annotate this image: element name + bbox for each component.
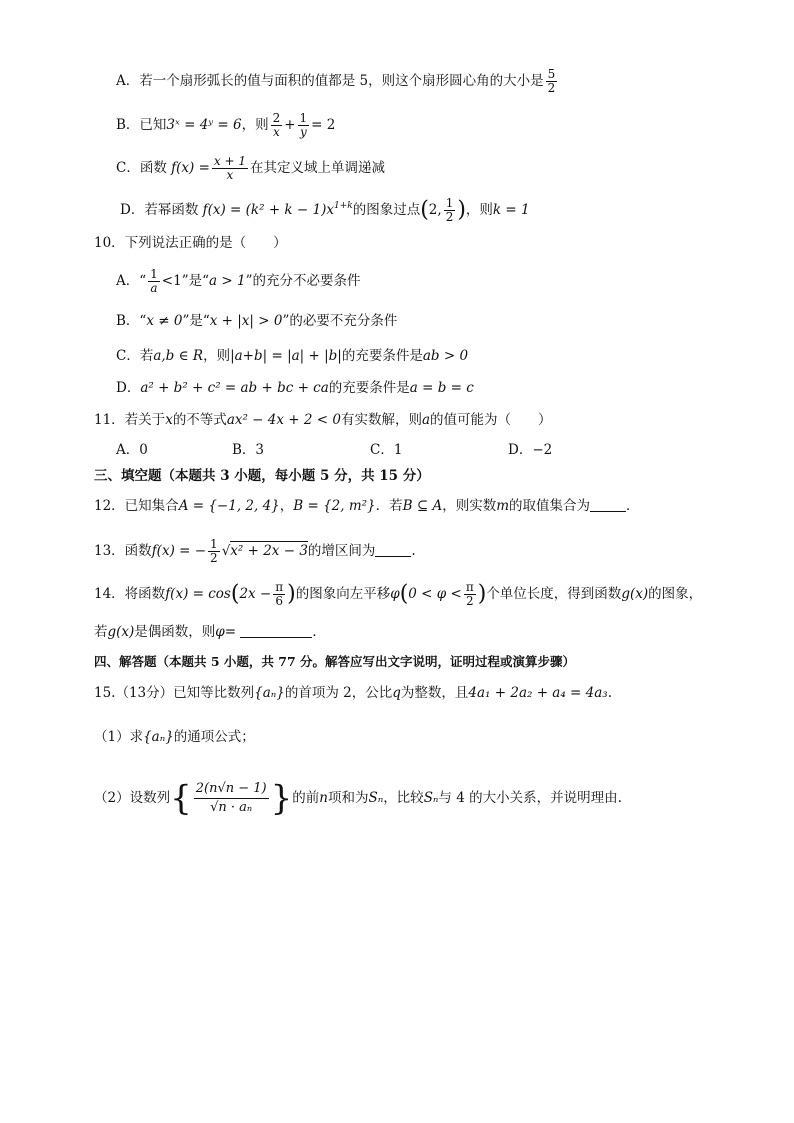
section-heading-solutions: 四、解答题（本题共 5 小题，共 77 分。解答应写出文字说明，证明过程或演算步骤） bbox=[94, 654, 576, 669]
question-text: （1）求 bbox=[94, 729, 144, 745]
question-text: 个单位长度，得到函数 bbox=[486, 586, 622, 602]
math-variable: φ= bbox=[215, 624, 237, 640]
fraction-numerator: π bbox=[465, 580, 474, 594]
math-expression: f(x) = − bbox=[151, 543, 207, 559]
q13: 13．函数f(x) = − $\frac{1}{2}$ √x² + 2x − 3的增区间为 . bbox=[94, 537, 416, 565]
q9-option-d: D．若幂函数 $f(x) = (k^2 + k - 1)x^{1+k}$的图象过点(2, $\frac{1}{2}$ )，则k = 1 bbox=[120, 196, 530, 224]
math-expression: B = {2, m²} bbox=[293, 498, 376, 514]
math-expression: {aₙ} bbox=[143, 729, 174, 745]
fraction-numerator: 1 bbox=[299, 111, 308, 125]
question-text: 的增区间为 bbox=[307, 543, 376, 559]
math-expression: a,b ∈ R bbox=[153, 348, 204, 364]
option-text: 若 bbox=[139, 348, 154, 364]
math-expression: ax² − 4x + 2 < 0 bbox=[226, 412, 341, 428]
option-text: ，则 bbox=[241, 117, 269, 133]
fraction bbox=[273, 581, 285, 608]
question-text: ，则实数 bbox=[442, 498, 497, 514]
option-text: ”的必要不充分条件 bbox=[282, 313, 398, 329]
q12 bbox=[94, 496, 640, 516]
option-text: 若幂函数 bbox=[144, 202, 199, 218]
option-text: 已知 bbox=[139, 117, 167, 133]
point-coordinate: 2, bbox=[428, 202, 442, 218]
fraction-denominator: y bbox=[299, 125, 307, 139]
q10-option-a bbox=[116, 268, 360, 295]
question-text: 的通项公式； bbox=[173, 729, 255, 745]
math-variable: q bbox=[392, 685, 401, 701]
q11-option-c: C．1 bbox=[370, 442, 403, 458]
question-text: 13．函数 bbox=[94, 543, 152, 559]
math-expression: 4a₁ + 2a₂ + a₄ = 4a₃ bbox=[468, 685, 608, 701]
math-expression: g(x) bbox=[107, 624, 135, 640]
fraction-numerator: 1 bbox=[210, 537, 218, 551]
radicand: x² + 2x − 3 bbox=[230, 543, 308, 559]
q10-option-b bbox=[116, 311, 397, 331]
option-label: B． bbox=[116, 117, 140, 133]
fraction bbox=[298, 112, 310, 139]
q11-stem bbox=[94, 410, 552, 430]
math-variable: Sₙ bbox=[423, 790, 439, 806]
q9-option-b: B．已知3ˣ = 4ʸ = 6，则 $\frac{2}{x}$ + $\frac{1}{y}$ = 2 bbox=[116, 111, 336, 139]
q11-option-b: B．3 bbox=[232, 442, 265, 458]
math-expression: A = {−1, 2, 4} bbox=[178, 498, 280, 514]
q11-option-a: A．0 bbox=[116, 442, 148, 458]
question-text: ．若 bbox=[375, 498, 403, 514]
question-text: ，比较 bbox=[383, 790, 424, 806]
question-text: . bbox=[607, 685, 612, 701]
fraction bbox=[208, 538, 220, 565]
math-expression: f(x) = (k² + k − 1)x bbox=[202, 202, 334, 218]
math-variable: a bbox=[421, 412, 431, 428]
exponent: 1+k bbox=[333, 201, 353, 211]
question-text: 若 bbox=[94, 624, 108, 640]
question-text: 14．将函数 bbox=[94, 586, 166, 602]
q14-line-2 bbox=[94, 622, 326, 642]
fraction-numerator: x + 1 bbox=[213, 154, 246, 168]
question-text: 是偶函数，则 bbox=[134, 624, 216, 640]
option-label: C． bbox=[116, 160, 140, 176]
option-label: B． bbox=[116, 313, 140, 329]
option-label: D． bbox=[120, 202, 145, 218]
fraction bbox=[148, 268, 160, 295]
question-text: 的首项为 2，公比 bbox=[284, 685, 393, 701]
math-expression: x + |x| > 0 bbox=[209, 313, 283, 329]
q11-option-d: D．−2 bbox=[508, 442, 553, 458]
fraction-numerator: 5 bbox=[547, 67, 556, 81]
fraction bbox=[194, 780, 269, 817]
math-expression: k = 1 bbox=[492, 202, 530, 218]
fraction-denominator: 2 bbox=[465, 594, 474, 608]
math-expression: 3ˣ = 4ʸ = 6 bbox=[166, 117, 242, 133]
fraction bbox=[271, 112, 283, 139]
option-text: 函数 bbox=[139, 160, 167, 176]
q15-part-2: （2）设数列{ $\frac{2(n√n - 1)}{\text{√n · aₙ}}$ }的前n项和为Sₙ，比较Sₙ与 4 的大小关系，并说明理由. bbox=[94, 778, 622, 819]
fraction-denominator: √n · aₙ bbox=[210, 800, 253, 815]
math-expression: {aₙ} bbox=[254, 685, 285, 701]
option-label: D． bbox=[116, 380, 141, 396]
option-text: ”的充分不必要条件 bbox=[245, 273, 361, 289]
question-text: 15.（13分）已知等比数列 bbox=[94, 685, 255, 701]
fraction-denominator: 2 bbox=[210, 551, 218, 565]
question-text: ， bbox=[279, 498, 294, 514]
answer-blank bbox=[240, 623, 312, 638]
fraction-numerator: π bbox=[275, 580, 284, 594]
option-text: “ bbox=[139, 273, 147, 289]
question-text: 的前 bbox=[292, 790, 320, 806]
question-text: ． bbox=[312, 624, 326, 640]
math-variable: Sₙ bbox=[368, 790, 384, 806]
q10-option-d bbox=[116, 378, 474, 398]
option-text: ，则 bbox=[203, 348, 231, 364]
question-text: 为整数，且 bbox=[400, 685, 469, 701]
fraction-denominator: 6 bbox=[275, 594, 284, 608]
math-expression: g(x) bbox=[621, 586, 649, 602]
question-text: 12．已知集合 bbox=[94, 498, 179, 514]
question-text: 的值可能为（ ） bbox=[430, 412, 552, 428]
option-label: A． bbox=[116, 273, 140, 289]
option-text: 的充要条件是 bbox=[341, 348, 423, 364]
math-expression: f(x) = cos bbox=[165, 586, 231, 602]
fraction-denominator: x bbox=[273, 125, 280, 139]
fraction-denominator: x bbox=[226, 168, 234, 182]
fraction-numerator: 1 bbox=[445, 196, 454, 210]
option-text: <1”是“ bbox=[161, 273, 210, 289]
math-expression: a > 1 bbox=[209, 273, 246, 289]
math-expression: ab > 0 bbox=[422, 348, 469, 364]
math-variable: x bbox=[165, 412, 173, 428]
q10-option-c bbox=[116, 346, 468, 366]
option-text: ，则 bbox=[465, 202, 493, 218]
math-expression: f(x) = bbox=[171, 160, 210, 176]
math-expression: a² + b² + c² = ab + bc + ca bbox=[140, 380, 329, 396]
math-expression: 0 < φ < bbox=[408, 586, 462, 602]
question-text: （2）设数列 bbox=[94, 790, 171, 806]
question-text: 的不等式 bbox=[172, 412, 227, 428]
fraction-numerator: 1 bbox=[150, 267, 158, 281]
q10-stem: 10．下列说法正确的是（ ） bbox=[94, 235, 287, 251]
q14-line-1: 14．将函数f(x) = cos(2x − $\frac{\pi}{6}$ )的图象向左平移φ(0 < φ < $\frac{\pi}{2}$ )个单位长度，得到函数g(x)的图象， bbox=[94, 580, 703, 608]
fraction bbox=[212, 155, 248, 182]
q9-option-c bbox=[116, 155, 385, 182]
question-text: 有实数解，则 bbox=[340, 412, 422, 428]
math-expression: 2x − bbox=[239, 586, 272, 602]
option-text: ”是“ bbox=[182, 313, 210, 329]
fraction-numerator: 2 bbox=[272, 111, 281, 125]
option-text: 在其定义域上单调递减 bbox=[249, 160, 385, 176]
option-text: 若一个扇形弧长的值与面积的值都是 5，则这个扇形圆心角的大小是 bbox=[139, 73, 544, 89]
math-expression: = 2 bbox=[311, 117, 336, 133]
fraction bbox=[444, 197, 456, 224]
math-expression: x ≠ 0 bbox=[146, 313, 183, 329]
option-label: A． bbox=[116, 73, 140, 89]
fraction-denominator: 2 bbox=[445, 210, 454, 224]
option-text: “ bbox=[139, 313, 147, 329]
math-variable: m bbox=[496, 498, 510, 514]
question-text: 11．若关于 bbox=[94, 412, 166, 428]
fraction-denominator: a bbox=[150, 281, 158, 295]
option-text: 的充要条件是 bbox=[328, 380, 410, 396]
fraction bbox=[546, 68, 558, 95]
q15-stem bbox=[94, 683, 612, 703]
question-text: 的图象向左平移 bbox=[295, 586, 391, 602]
section-heading-fill-in: 三、填空题（本题共 3 小题，每小题 5 分，共 15 分） bbox=[94, 468, 430, 484]
q9-option-a bbox=[116, 68, 559, 95]
question-text: 与 4 的大小关系，并说明理由. bbox=[438, 790, 622, 806]
option-text: 的图象过点 bbox=[352, 202, 421, 218]
answer-blank bbox=[590, 497, 626, 512]
q15-part-1 bbox=[94, 727, 255, 747]
question-text: 的图象， bbox=[648, 586, 703, 602]
option-label: C． bbox=[116, 348, 140, 364]
question-text: 的取值集合为 bbox=[509, 498, 591, 514]
question-text: 项和为 bbox=[327, 790, 369, 806]
math-variable: φ bbox=[390, 586, 400, 602]
answer-blank bbox=[375, 542, 411, 557]
math-expression: B ⊆ A bbox=[402, 498, 443, 514]
question-text: . bbox=[411, 543, 416, 559]
math-variable: n bbox=[319, 790, 328, 806]
fraction bbox=[464, 581, 476, 608]
fraction-numerator: 2(n√n − 1) bbox=[194, 780, 269, 799]
math-expression: a = b = c bbox=[409, 380, 474, 396]
question-text: ． bbox=[626, 498, 640, 514]
fraction-denominator: 2 bbox=[547, 81, 556, 95]
math-expression: |a+b| = |a| + |b| bbox=[230, 348, 342, 364]
